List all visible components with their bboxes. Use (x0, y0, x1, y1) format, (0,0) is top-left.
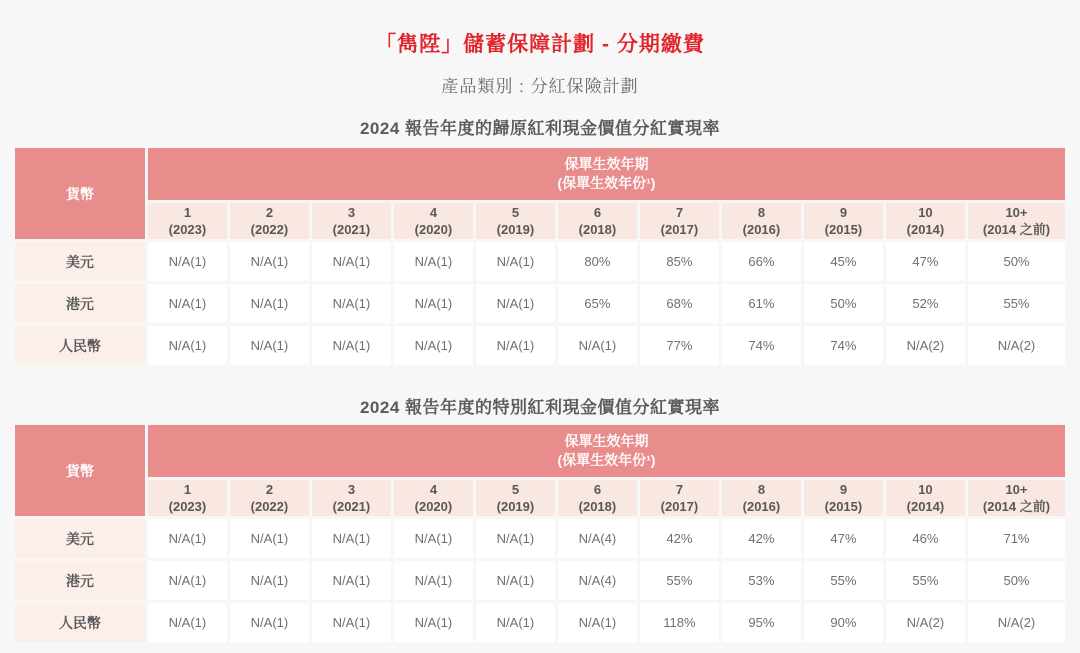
policy-year-number: 5 (511, 482, 520, 497)
ratio-value-cell: 52% (886, 284, 965, 323)
ratio-value-cell: 65% (558, 284, 637, 323)
policy-year-col-2 (230, 480, 309, 516)
policy-year-col-2 (230, 203, 309, 239)
policy-year-col-3 (312, 203, 391, 239)
currency-label: 美元 (15, 519, 145, 558)
ratio-value-cell: N/A(1) (148, 519, 227, 558)
policy-year-number: 10+ (1005, 205, 1028, 220)
ratio-value-cell: N/A(1) (230, 326, 309, 365)
product-category-subtitle: 產品類別 : 分紅保險計劃 (441, 77, 639, 96)
policy-year-col-5 (476, 480, 555, 516)
policy-year-col-10 (886, 480, 965, 516)
policy-year-number: 9 (839, 482, 848, 497)
ratio-value-cell: N/A(1) (230, 519, 309, 558)
ratio-value-cell: N/A(1) (230, 242, 309, 281)
ratio-value-cell: 68% (640, 284, 719, 323)
ratio-value-cell: N/A(1) (476, 519, 555, 558)
table-row (15, 242, 1065, 281)
ratio-value-cell: N/A(1) (394, 326, 473, 365)
ratio-value-cell: 46% (886, 519, 965, 558)
ratio-value-cell: N/A(1) (394, 519, 473, 558)
ratio-value-cell: N/A(4) (558, 519, 637, 558)
ratio-value-cell: N/A(1) (312, 326, 391, 365)
policy-year-number: 10+ (1005, 482, 1028, 497)
policy-issue-year: (2019) (496, 222, 535, 237)
policy-issue-year: (2015) (824, 499, 863, 514)
policy-year-col-8 (722, 480, 801, 516)
ratio-value-cell: N/A(1) (312, 561, 391, 600)
ratio-value-cell: N/A(1) (230, 603, 309, 642)
policy-year-number: 8 (757, 205, 766, 220)
currency-label: 人民幣 (15, 326, 145, 365)
ratio-value-cell: 85% (640, 242, 719, 281)
policy-year-col-3 (312, 480, 391, 516)
ratio-value-cell: 50% (804, 284, 883, 323)
policy-issue-year: (2015) (824, 222, 863, 237)
table-title-reversionary-bonus: 2024 報告年度的歸原紅利現金價值分紅實現率 (359, 119, 721, 138)
ratio-value-cell: 74% (804, 326, 883, 365)
ratio-value-cell: 50% (968, 561, 1065, 600)
policy-year-number: 1 (183, 205, 192, 220)
ratio-value-cell: N/A(1) (394, 284, 473, 323)
policy-year-col-5 (476, 203, 555, 239)
table-row (15, 284, 1065, 323)
ratio-value-cell: 42% (640, 519, 719, 558)
ratio-value-cell: N/A(2) (968, 326, 1065, 365)
ratio-value-cell: 77% (640, 326, 719, 365)
policy-issue-year: (2018) (578, 222, 617, 237)
policy-year-col-7 (640, 480, 719, 516)
currency-column-header: 貨幣 (15, 148, 145, 239)
ratio-value-cell: 47% (886, 242, 965, 281)
table-title-special-bonus: 2024 報告年度的特別紅利現金價值分紅實現率 (359, 398, 721, 417)
policy-issue-year: (2023) (168, 499, 207, 514)
ratio-value-cell: 80% (558, 242, 637, 281)
policy-year-header (148, 148, 1065, 200)
policy-year-col-6 (558, 203, 637, 239)
policy-year-col-1 (148, 203, 227, 239)
ratio-value-cell: N/A(1) (312, 519, 391, 558)
ratio-value-cell: N/A(1) (148, 284, 227, 323)
policy-year-number: 10 (918, 205, 933, 220)
ratio-value-cell: N/A(1) (394, 561, 473, 600)
ratio-value-cell: 118% (640, 603, 719, 642)
ratio-value-cell: N/A(1) (476, 561, 555, 600)
ratio-value-cell: N/A(4) (558, 561, 637, 600)
policy-year-number: 3 (347, 205, 356, 220)
ratio-value-cell: N/A(1) (476, 326, 555, 365)
policy-issue-year: (2020) (414, 222, 453, 237)
table-row (15, 561, 1065, 600)
policy-year-number: 2 (265, 482, 274, 497)
policy-year-col-10+ (968, 203, 1065, 239)
ratio-value-cell: 55% (640, 561, 719, 600)
policy-year-col-4 (394, 203, 473, 239)
ratio-value-cell: 66% (722, 242, 801, 281)
ratio-value-cell: N/A(2) (886, 603, 965, 642)
policy-year-header-line1: 保單生效年期 (564, 433, 649, 449)
ratio-value-cell: N/A(1) (394, 242, 473, 281)
ratio-value-cell: 55% (804, 561, 883, 600)
table-row (15, 603, 1065, 642)
policy-issue-year: (2021) (332, 499, 371, 514)
document-page (0, 32, 1080, 653)
ratio-value-cell: N/A(1) (476, 284, 555, 323)
ratio-value-cell: N/A(2) (886, 326, 965, 365)
ratio-value-cell: 61% (722, 284, 801, 323)
ratio-value-cell: 74% (722, 326, 801, 365)
ratio-value-cell: N/A(1) (312, 603, 391, 642)
policy-year-col-7 (640, 203, 719, 239)
policy-issue-year: (2016) (742, 499, 781, 514)
policy-year-number: 4 (429, 482, 438, 497)
policy-year-number: 7 (675, 205, 684, 220)
policy-issue-year: (2017) (660, 222, 699, 237)
policy-issue-year: (2014) (906, 499, 945, 514)
ratio-value-cell: 47% (804, 519, 883, 558)
currency-label: 人民幣 (15, 603, 145, 642)
policy-year-number: 9 (839, 205, 848, 220)
policy-year-number: 5 (511, 205, 520, 220)
ratio-value-cell: N/A(1) (394, 603, 473, 642)
ratio-value-cell: N/A(1) (476, 603, 555, 642)
ratio-value-cell: 50% (968, 242, 1065, 281)
table-row (15, 326, 1065, 365)
policy-year-col-10 (886, 203, 965, 239)
policy-issue-year: (2023) (168, 222, 207, 237)
ratio-value-cell: N/A(1) (148, 603, 227, 642)
policy-year-col-10+ (968, 480, 1065, 516)
ratio-value-cell: 53% (722, 561, 801, 600)
ratio-value-cell: N/A(2) (968, 603, 1065, 642)
ratio-value-cell: 55% (968, 284, 1065, 323)
policy-year-col-6 (558, 480, 637, 516)
currency-label: 港元 (15, 284, 145, 323)
ratio-value-cell: N/A(1) (558, 603, 637, 642)
policy-year-number: 7 (675, 482, 684, 497)
policy-year-number: 1 (183, 482, 192, 497)
policy-issue-year: (2019) (496, 499, 535, 514)
ratio-value-cell: 42% (722, 519, 801, 558)
policy-year-number: 4 (429, 205, 438, 220)
ratio-value-cell: N/A(1) (148, 242, 227, 281)
ratio-value-cell: 90% (804, 603, 883, 642)
policy-year-col-1 (148, 480, 227, 516)
policy-year-header (148, 425, 1065, 477)
policy-year-number: 6 (593, 482, 602, 497)
currency-label: 美元 (15, 242, 145, 281)
fulfillment-ratio-table-special (12, 422, 1068, 645)
ratio-value-cell: 71% (968, 519, 1065, 558)
ratio-value-cell: N/A(1) (148, 561, 227, 600)
ratio-value-cell: 45% (804, 242, 883, 281)
policy-year-col-4 (394, 480, 473, 516)
policy-issue-year: (2017) (660, 499, 699, 514)
policy-year-number: 10 (918, 482, 933, 497)
policy-issue-year: (2022) (250, 499, 289, 514)
policy-issue-year: (2022) (250, 222, 289, 237)
ratio-value-cell: N/A(1) (230, 284, 309, 323)
ratio-value-cell: N/A(1) (230, 561, 309, 600)
policy-year-col-8 (722, 203, 801, 239)
page-title: 「雋陞」儲蓄保障計劃 - 分期繳費 (375, 33, 705, 56)
table-row (15, 519, 1065, 558)
policy-year-number: 3 (347, 482, 356, 497)
ratio-value-cell: 95% (722, 603, 801, 642)
policy-issue-year: (2014 之前) (982, 222, 1051, 237)
policy-year-col-9 (804, 203, 883, 239)
ratio-value-cell: N/A(1) (148, 326, 227, 365)
ratio-value-cell: N/A(1) (476, 242, 555, 281)
policy-year-number: 6 (593, 205, 602, 220)
policy-issue-year: (2016) (742, 222, 781, 237)
policy-issue-year: (2014 之前) (982, 499, 1051, 514)
policy-issue-year: (2021) (332, 222, 371, 237)
fulfillment-ratio-table-reversionary (12, 145, 1068, 368)
policy-year-col-9 (804, 480, 883, 516)
currency-column-header: 貨幣 (15, 425, 145, 516)
policy-issue-year: (2014) (906, 222, 945, 237)
currency-label: 港元 (15, 561, 145, 600)
ratio-value-cell: N/A(1) (312, 242, 391, 281)
policy-issue-year: (2018) (578, 499, 617, 514)
policy-issue-year: (2020) (414, 499, 453, 514)
policy-year-header-line2: (保單生效年份¹) (557, 452, 656, 468)
ratio-value-cell: N/A(1) (312, 284, 391, 323)
ratio-value-cell: N/A(1) (558, 326, 637, 365)
policy-year-header-line1: 保單生效年期 (564, 156, 649, 172)
policy-year-number: 2 (265, 205, 274, 220)
policy-year-number: 8 (757, 482, 766, 497)
ratio-value-cell: 55% (886, 561, 965, 600)
policy-year-header-line2: (保單生效年份¹) (557, 175, 656, 191)
